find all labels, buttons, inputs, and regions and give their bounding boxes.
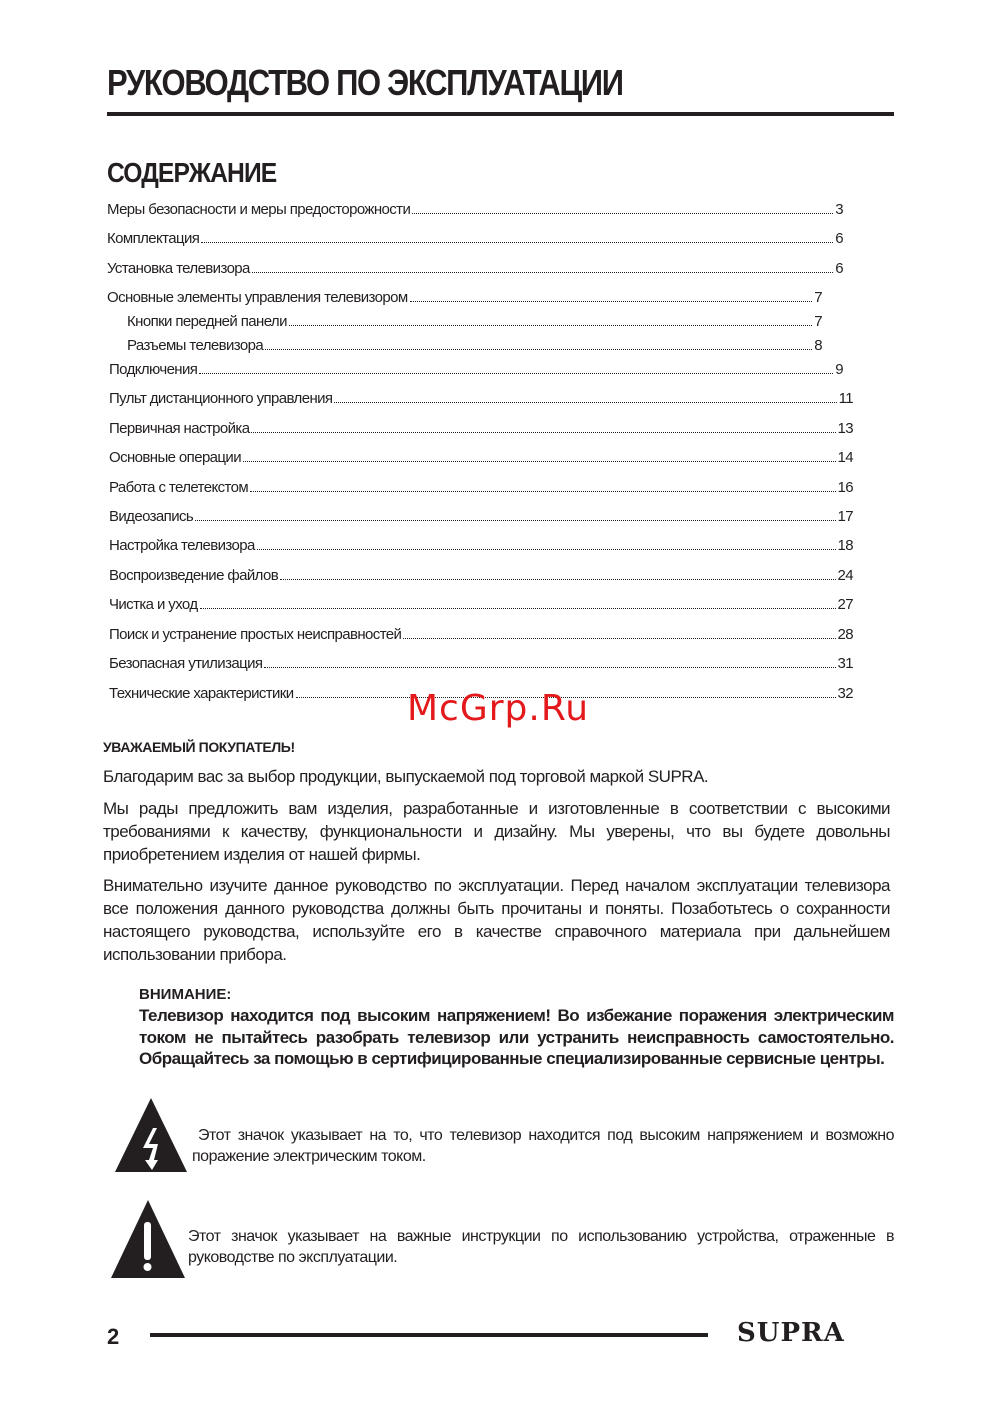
toc-entry-label: Основные элементы управления телевизором [107,289,408,306]
toc-entry-label: Первичная настройка [109,420,250,437]
toc-entry-label: Технические характеристики [109,685,294,702]
toc-entry-page: 24 [837,567,853,584]
dot-leader [412,213,833,214]
toc-entry-label: Меры безопасности и меры предосторожности [107,201,411,218]
toc-entry-page: 16 [837,479,853,496]
toc-entry[interactable] [109,419,853,437]
toc-entry-page: 32 [837,685,853,702]
toc-entry-page: 11 [838,390,853,407]
toc-entry-label: Воспроизведение файлов [109,567,279,584]
watermark: McGrp.Ru [407,688,590,729]
toc-entry[interactable] [109,566,853,584]
toc-entry[interactable] [109,478,853,496]
toc-entry[interactable] [109,654,853,672]
intro-paragraph: Мы рады предложить вам изделия, разработанные и изготовленные в соответствии с высокими требованиями к качеству, функциональности и дизайну. Мы уверены, что вы будете довольны приобретением изделия от нашей фирмы. [103,799,890,864]
dot-leader [251,432,835,433]
toc-entry-label: Работа с телетекстом [109,479,249,496]
dot-leader [257,549,836,550]
toc-entry-page: 6 [835,260,843,277]
footer-divider [150,1333,708,1337]
toc-entry[interactable] [107,200,843,218]
toc-entry-page: 7 [814,313,822,330]
toc-entry[interactable] [107,259,843,277]
toc-entry-page: 13 [837,420,853,437]
dot-leader [195,520,835,521]
toc-entry[interactable] [109,507,853,525]
intro-paragraph: Благодарим вас за выбор продукции, выпускаемой под торговой маркой SUPRA. [103,767,709,786]
toc-entry[interactable] [127,336,822,354]
warning-symbol-description: Этот значок указывает на важные инструкции по использованию устройства, отраженные в руководстве по эксплуатации. [188,1228,894,1266]
toc-entry-page: 18 [837,537,853,554]
warning-heading: ВНИМАНИЕ: [139,986,232,1003]
dot-leader [280,579,835,580]
dot-leader [250,491,835,492]
high-voltage-icon [115,1098,187,1172]
page-number: 2 [107,1324,120,1349]
toc-entry-label: Пульт дистанционного управления [109,390,333,407]
toc-entry-page: 28 [837,626,853,643]
warning-text: Телевизор находится под высоким напряжением! Во избежание поражения электрическим током не пытайтесь разобрать телевизор или устранить неисправность самостоятельно. Обращайтесь за помощью в сертифицированные специализированные сервисные центры. [139,1006,894,1068]
dot-leader [199,373,833,374]
toc-entry-label: Подключения [109,361,198,378]
toc-entry-page: 9 [835,361,843,378]
toc-entry[interactable] [109,595,853,613]
toc-entry-label: Поиск и устранение простых неисправностей [109,626,402,643]
toc-entry-label: Чистка и уход [109,596,198,613]
intro-paragraph: Внимательно изучите данное руководство по эксплуатации. Перед началом эксплуатации телевизора все положения данного руководства должны быть прочитаны и поняты. Позаботьтесь о сохранности настоящего руководства, используйте его в качестве справочного материала при дальнейшем использовании прибора. [103,876,890,964]
toc-entry-label: Безопасная утилизация [109,655,263,672]
dot-leader [410,301,813,302]
dot-leader [200,608,836,609]
high-voltage-description: Этот значок указывает на то, что телевизор находится под высоким напряжением и возможно поражение электрическим током. [192,1127,894,1165]
exclamation-warning-icon [111,1200,185,1278]
toc-entry-page: 14 [837,449,853,466]
dot-leader [265,349,812,350]
toc-entry-page: 27 [837,596,853,613]
supra-logo: SUPRA [737,1318,845,1348]
dot-leader [243,461,836,462]
greeting-heading: УВАЖАЕМЫЙ ПОКУПАТЕЛЬ! [103,739,295,755]
dot-leader [403,638,835,639]
dot-leader [252,272,833,273]
toc-entry-label: Комплектация [107,230,200,247]
toc-entry-page: 17 [837,508,853,525]
toc-entry-label: Видеозапись [109,508,194,525]
toc-entry-label: Основные операции [109,449,241,466]
dot-leader [289,325,812,326]
toc-entry[interactable] [107,288,822,306]
toc-heading: СОДЕРЖАНИЕ [107,157,277,188]
toc-entry-label: Установка телевизора [107,260,250,277]
toc-entry[interactable] [109,625,853,643]
dot-leader [201,242,833,243]
toc-entry[interactable] [109,448,853,466]
toc-entry-label: Разъемы телевизора [127,337,264,354]
toc-entry-page: 7 [814,289,822,306]
title-divider [107,112,894,116]
toc-entry-page: 8 [814,337,822,354]
dot-leader [264,667,835,668]
toc-entry-page: 3 [835,201,843,218]
toc-entry-page: 31 [837,655,853,672]
toc-entry-page: 6 [835,230,843,247]
toc-entry-label: Кнопки передней панели [127,313,287,330]
dot-leader [334,402,836,403]
toc-entry[interactable] [109,536,853,554]
toc-entry[interactable] [127,312,822,330]
page-title: РУКОВОДСТВО ПО ЭКСПЛУАТАЦИИ [107,62,623,103]
toc-entry[interactable] [107,229,843,247]
toc-entry[interactable] [109,360,843,378]
toc-entry[interactable] [109,389,853,407]
toc-entry-label: Настройка телевизора [109,537,255,554]
